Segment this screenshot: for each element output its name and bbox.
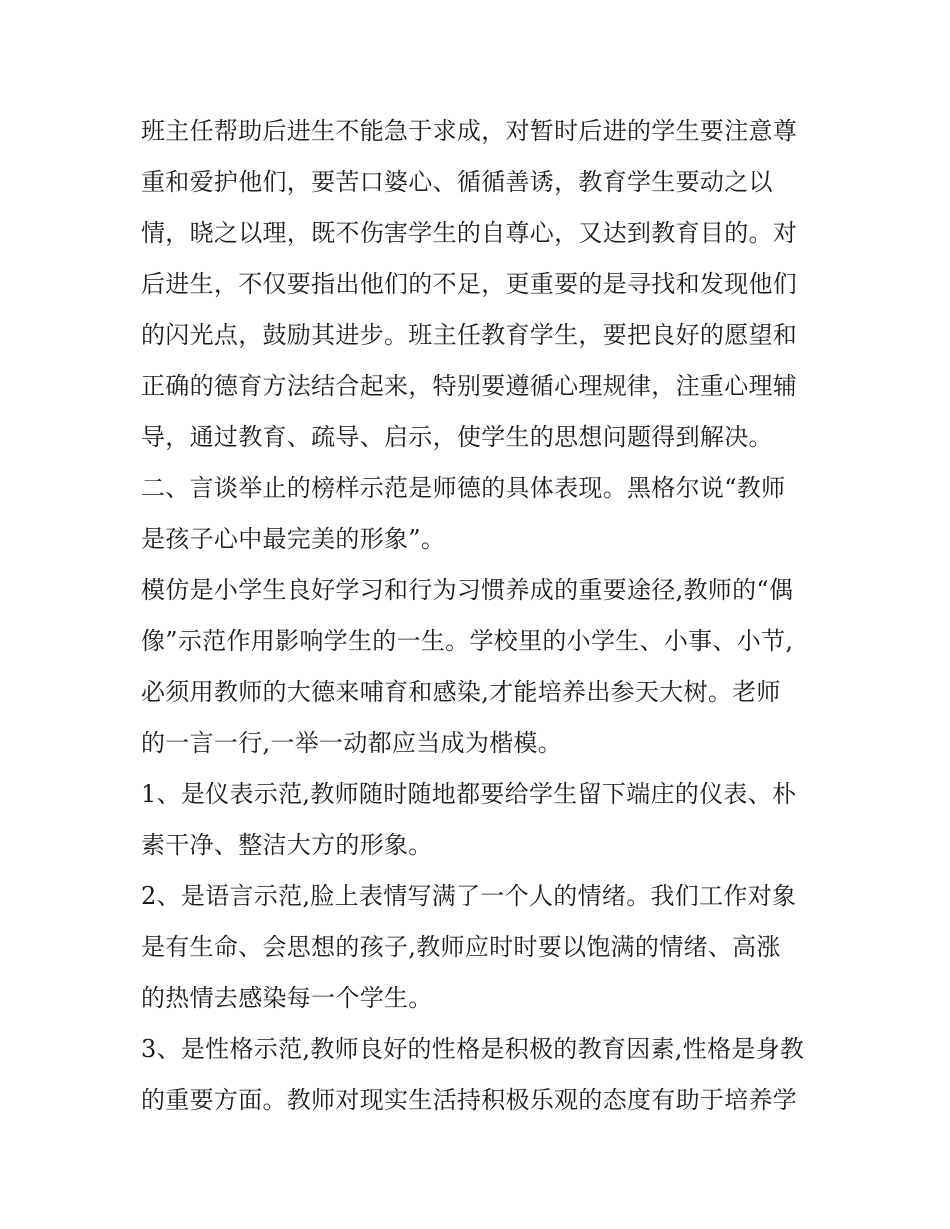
text-line: 情，晓之以理，既不伤害学生的自尊心，又达到教育目的。对 bbox=[141, 219, 798, 247]
text-line: 导，通过教育、疏导、启示，使学生的思想问题得到解决。 bbox=[141, 423, 773, 451]
section-heading-line: 是孩子心中最完美的形象”。 bbox=[141, 525, 446, 553]
list-item-line: 是有生命、会思想的孩子,教师应时时要以饱满的情绪、高涨 bbox=[141, 933, 781, 961]
text-line: 的一言一行,一举一动都应当成为楷模。 bbox=[141, 729, 563, 757]
text-line: 后进生，不仅要指出他们的不足，更重要的是寻找和发现他们 bbox=[141, 270, 798, 298]
list-item-line: 的热情去感染每一个学生。 bbox=[141, 984, 433, 1012]
text-line: 的闪光点，鼓励其进步。班主任教育学生，要把良好的愿望和 bbox=[141, 321, 798, 349]
text-line: 模仿是小学生良好学习和行为习惯养成的重要途径,教师的“偶 bbox=[141, 576, 794, 604]
list-item-line: 1、是仪表示范,教师随时随地都要给学生留下端庄的仪表、朴 bbox=[141, 780, 797, 808]
text-line: 正确的德育方法结合起来，特别要遵循心理规律，注重心理辅 bbox=[141, 372, 798, 400]
list-item-line: 3、是性格示范,教师良好的性格是积极的教育因素,性格是身教 bbox=[141, 1035, 805, 1063]
text-line: 重和爱护他们，要苦口婆心、循循善诱，教育学生要动之以 bbox=[141, 168, 773, 196]
list-item-line: 的重要方面。教师对现实生活持积极乐观的态度有助于培养学 bbox=[141, 1086, 798, 1114]
body-text bbox=[141, 106, 821, 1126]
section-heading-line: 二、言谈举止的榜样示范是师德的具体表现。黑格尔说“教师 bbox=[141, 474, 786, 502]
text-line: 像”示范作用影响学生的一生。学校里的小学生、小事、小节, bbox=[141, 627, 794, 655]
list-item-line: 2、是语言示范,脸上表情写满了一个人的情绪。我们工作对象 bbox=[141, 882, 797, 910]
list-item-line: 素干净、整洁大方的形象。 bbox=[141, 831, 433, 859]
text-line: 班主任帮助后进生不能急于求成，对暂时后进的学生要注意尊 bbox=[141, 117, 798, 145]
text-line: 必须用教师的大德来哺育和感染,才能培养出参天大树。老师 bbox=[141, 678, 781, 706]
